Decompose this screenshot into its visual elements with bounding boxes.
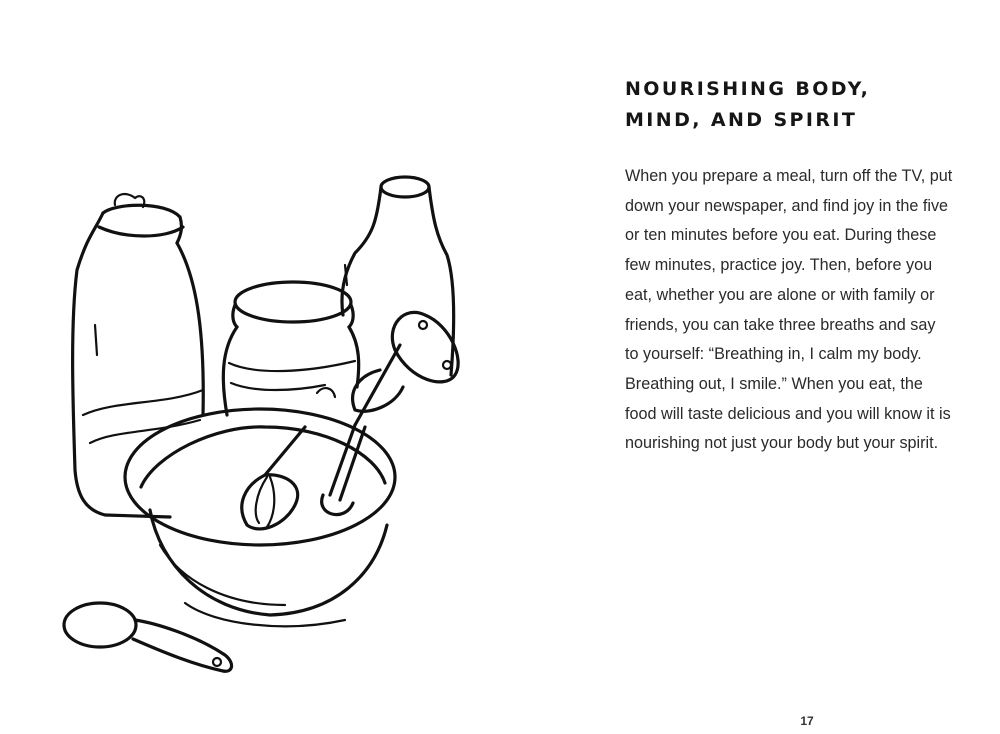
page-title xyxy=(625,74,965,136)
text-line: Breathing out, I smile.” When you eat, the xyxy=(625,374,923,393)
milk-bottle-icon xyxy=(342,177,454,375)
page-number: 17 xyxy=(800,714,814,728)
kitchen-drawing xyxy=(55,165,475,685)
glass-jar-icon xyxy=(73,194,204,517)
title-line: MIND, AND SPIRIT xyxy=(625,109,858,131)
whisk-icon xyxy=(242,427,305,529)
text-line: nourishing not just your body but your spirit. xyxy=(625,434,939,453)
kitchen-illustration xyxy=(55,165,475,685)
body-paragraph xyxy=(625,162,970,459)
text-line: or ten minutes before you eat. During these xyxy=(625,226,937,245)
text-line: to yourself: “Breathing in, I calm my body. xyxy=(625,345,922,364)
egg-beater-icon xyxy=(317,312,458,514)
text-line: few minutes, practice joy. Then, before you xyxy=(625,256,933,275)
text-line: When you prepare a meal, turn off the TV, put xyxy=(625,167,953,185)
mason-jar-icon xyxy=(223,282,358,415)
title-line: NOURISHING BODY, xyxy=(625,78,871,100)
text-line: down your newspaper, and find joy in the five xyxy=(625,196,949,215)
text-line: food will taste delicious and you will know it is xyxy=(625,404,951,423)
text-line: eat, whether you are alone or with family or xyxy=(625,285,935,304)
text-line: friends, you can take three breaths and say xyxy=(625,315,936,334)
